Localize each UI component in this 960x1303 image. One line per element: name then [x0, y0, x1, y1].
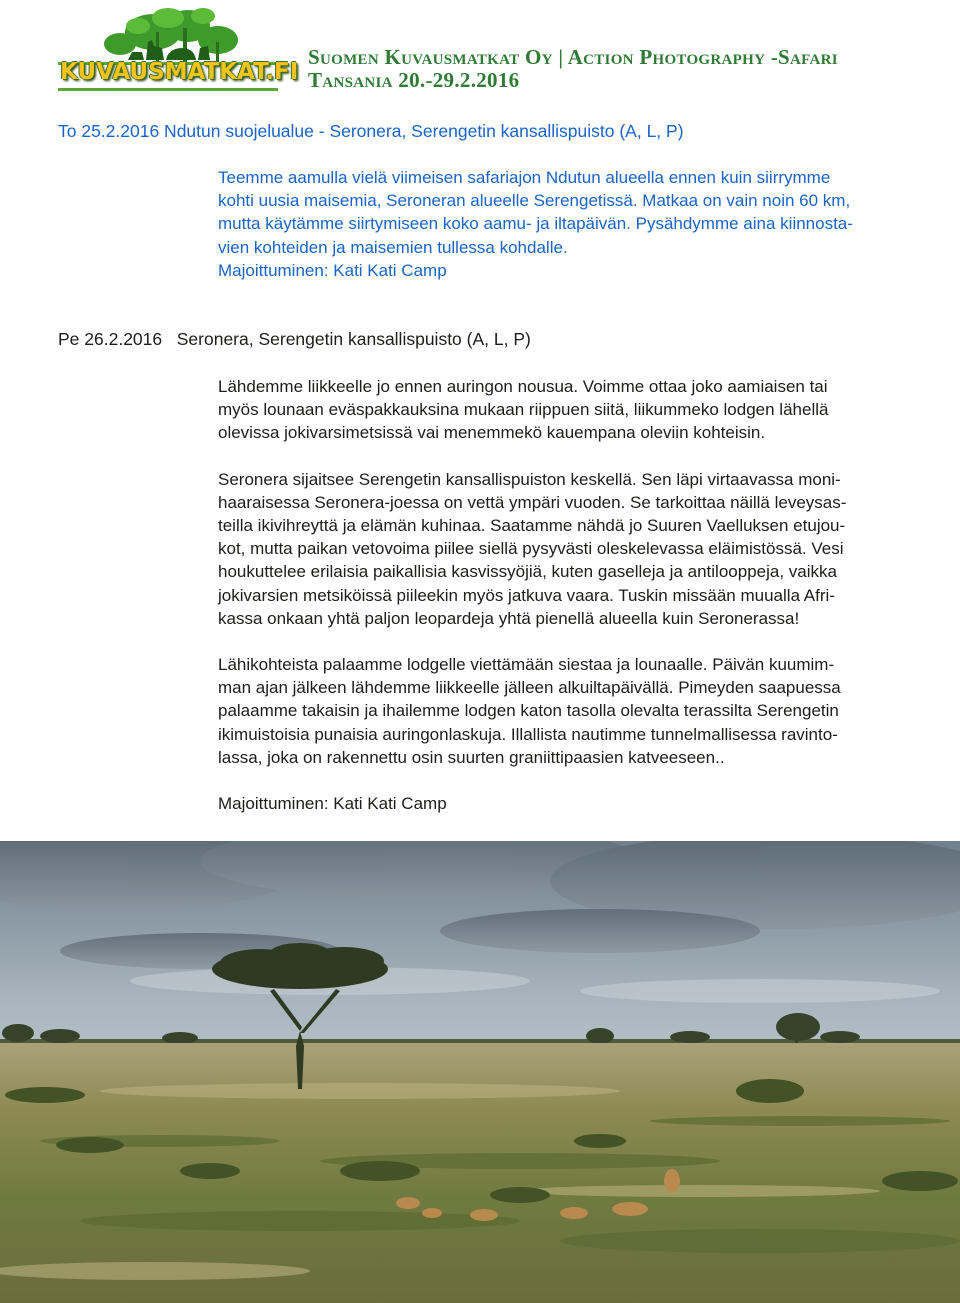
- logo-wordmark: KUVAUSMATKAT.FI: [60, 59, 299, 85]
- day2-p2-line: jokivarsien metsiköissä piileekin myös jatkuva vaara. Tuskin missään muualla Afri-: [218, 585, 835, 605]
- day2-paragraph-3: [218, 653, 902, 769]
- day1-line: Teemme aamulla vielä viimeisen safariajon Ndutun alueella ennen kuin siirrymme: [218, 168, 831, 187]
- day2-accommodation-block: [218, 792, 902, 815]
- day2-body: [218, 375, 902, 838]
- serengeti-savanna-photo: [0, 841, 960, 1303]
- day2-heading-title: Seronera, Serengetin kansallispuisto (A, L, P): [176, 329, 531, 349]
- day2-p3-line: lassa, joka on rakennettu osin suurten graniittipaasien katveeseen..: [218, 747, 725, 767]
- savanna-landscape-image: [0, 841, 960, 1303]
- day2-p2-line: kot, mutta paikan vetovoima piilee siellä pysyvästi oleskelevassa eläimistössä. Vesi: [218, 539, 844, 559]
- day1-accommodation: Majoittuminen: Kati Kati Camp: [218, 260, 447, 280]
- day2-p3-line: ikimuistoisia punaisia auringonlaskuja. Illallista nautimme tunnelmallisessa ravinto-: [218, 724, 838, 744]
- day2-p2-line: teilla ikivihreyttä ja elämän kuhinaa. Saatamme nähdä jo Suuren Vaelluksen etujou-: [218, 516, 846, 536]
- day2-p2-line: kassa onkaan yhtä paljon leopardeja yhtä pienellä alueella kuin Seronerassa!: [218, 608, 800, 628]
- day2-paragraph-1: [218, 375, 902, 445]
- day2-accommodation: Majoittuminen: Kati Kati Camp: [218, 794, 447, 814]
- day2-p1-line: myös lounaan eväspakkauksina mukaan riippuen siitä, liikummeko lodgen lähellä: [218, 400, 829, 420]
- day1-paragraph: [218, 166, 902, 282]
- day2-heading-date: Pe 26.2.2016: [58, 329, 163, 349]
- day2-heading: [58, 329, 531, 350]
- day2-p3-line: man ajan jälkeen lähdemme liikkeelle jälleen alkuiltapäivällä. Pimeyden saapuessa: [218, 678, 841, 698]
- day2-p2-line: haaraisessa Seronera-joessa on vettä ympäri vuoden. Se tarkoittaa näillä leveysas-: [218, 492, 847, 512]
- day1-line: kohti uusia maisemia, Seroneran alueelle Serengetissä. Matkaa on vain noin 60 km,: [218, 191, 851, 211]
- kuvausmatkat-logo[interactable]: [58, 2, 299, 96]
- header-title-line1: Suomen Kuvausmatkat Oy | Action Photography -Safari: [308, 45, 838, 69]
- day2-p1-line: Lähdemme liikkeelle jo ennen auringon nousua. Voimme ottaa joko aamiaisen tai: [218, 377, 828, 396]
- day2-p3-line: palaamme takaisin ja ihailemme lodgen katon tasolla olevalta terassilta Serengetin: [218, 701, 839, 721]
- day2-p2-line: houkuttelee erilaisia paikallisia kasvissyöjiä, kuten gaselleja ja antilooppeja, vaikka: [218, 562, 837, 582]
- day2-p3-line: Lähikohteista palaamme lodgelle viettämään siestaa ja lounaalle. Päivän kuumim-: [218, 655, 835, 675]
- day1-line: vien kohteiden ja maisemien tullessa kohdalle.: [218, 237, 568, 257]
- day1-line: mutta käytämme siirtymiseen koko aamu- ja iltapäivän. Pysähdymme aina kiinnosta-: [218, 214, 853, 234]
- header-title-line2: Tansania 20.-29.2.2016: [308, 68, 520, 92]
- header-title: [308, 46, 838, 92]
- day2-paragraph-2: [218, 468, 902, 630]
- day2-p2-line: Seronera sijaitsee Serengetin kansallispuiston keskellä. Sen läpi virtaavassa moni-: [218, 469, 841, 489]
- day1-heading: To 25.2.2016 Ndutun suojelualue - Seronera, Serengetin kansallispuisto (A, L, P): [58, 121, 684, 141]
- day2-p1-line: olevissa jokivarsimetsissä vai menemmekö kauempana oleviin kohteisin.: [218, 423, 766, 443]
